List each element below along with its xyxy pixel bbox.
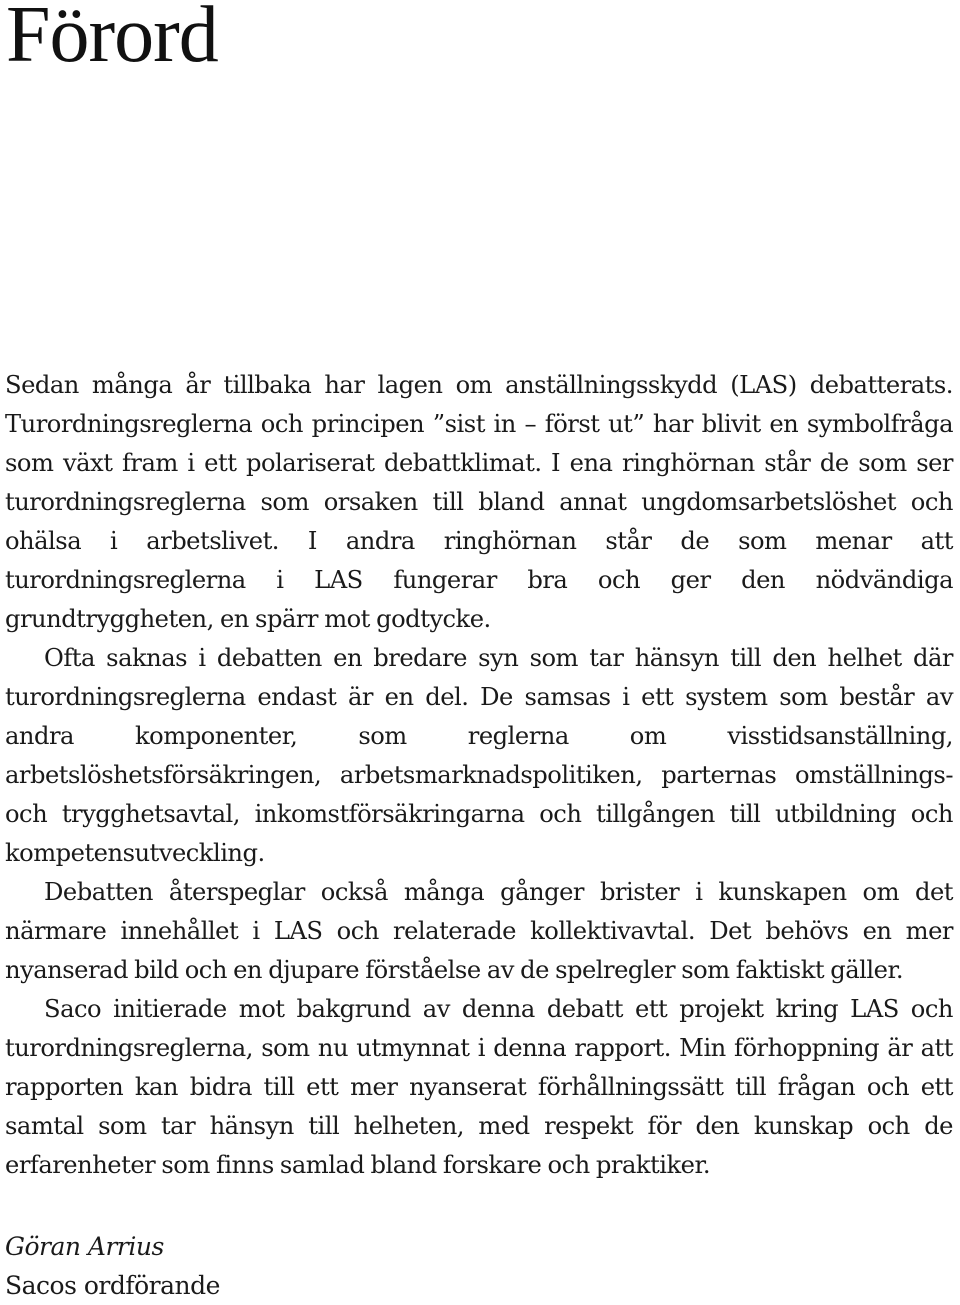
paragraph-2: Ofta saknas i debatten en bredare syn som tar hänsyn till den helhet där turordningsreglerna endast är en del. De samsas i ett system som består av andra komponenter, som reglerna om visstidsanställning, arbetslöshetsförsäkringen, arbetsmarknadspolitiken, parternas omställnings- och trygghetsavtal, inkomstförsäkringarna och tillgången till utbildning och kompetensutveckling. (5, 644, 953, 867)
paragraph-4: Saco initierade mot bakgrund av denna debatt ett projekt kring LAS och turordningsreglerna, som nu utmynnat i denna rapport. Min förhoppning är att rapporten kan bidra till ett mer nyanserat förhållningssätt till frågan och ett samtal som tar hänsyn till helheten, med respekt för den kunskap och de erfarenheter som finns samlad bland forskare och praktiker. (5, 995, 953, 1179)
body-text (5, 366, 953, 1185)
signature-role: Sacos ordförande (5, 1271, 220, 1300)
signature-block (5, 1227, 220, 1305)
paragraph-1: Sedan många år tillbaka har lagen om anställningsskydd (LAS) debatterats. Turordningsreglerna och principen ”sist in – först ut” har blivit en symbolfråga som växt fram i ett polariserat debattklimat. I ena ringhörnan står de som ser turordningsreglerna som orsaken till bland annat ungdomsarbetslöshet och ohälsa i arbetslivet. I andra ringhörnan står de som menar att turordningsreglerna i LAS fungerar bra och ger den nödvändiga grundtryggheten, en spärr mot godtycke. (5, 371, 953, 633)
page-title: Förord (6, 0, 218, 79)
signature-name: Göran Arrius (5, 1232, 164, 1261)
paragraph-3: Debatten återspeglar också många gånger brister i kunskapen om det närmare innehållet i LAS och relaterade kollektivavtal. Det behövs en mer nyanserad bild och en djupare förståelse av de spelregler som faktiskt gäller. (5, 878, 953, 984)
